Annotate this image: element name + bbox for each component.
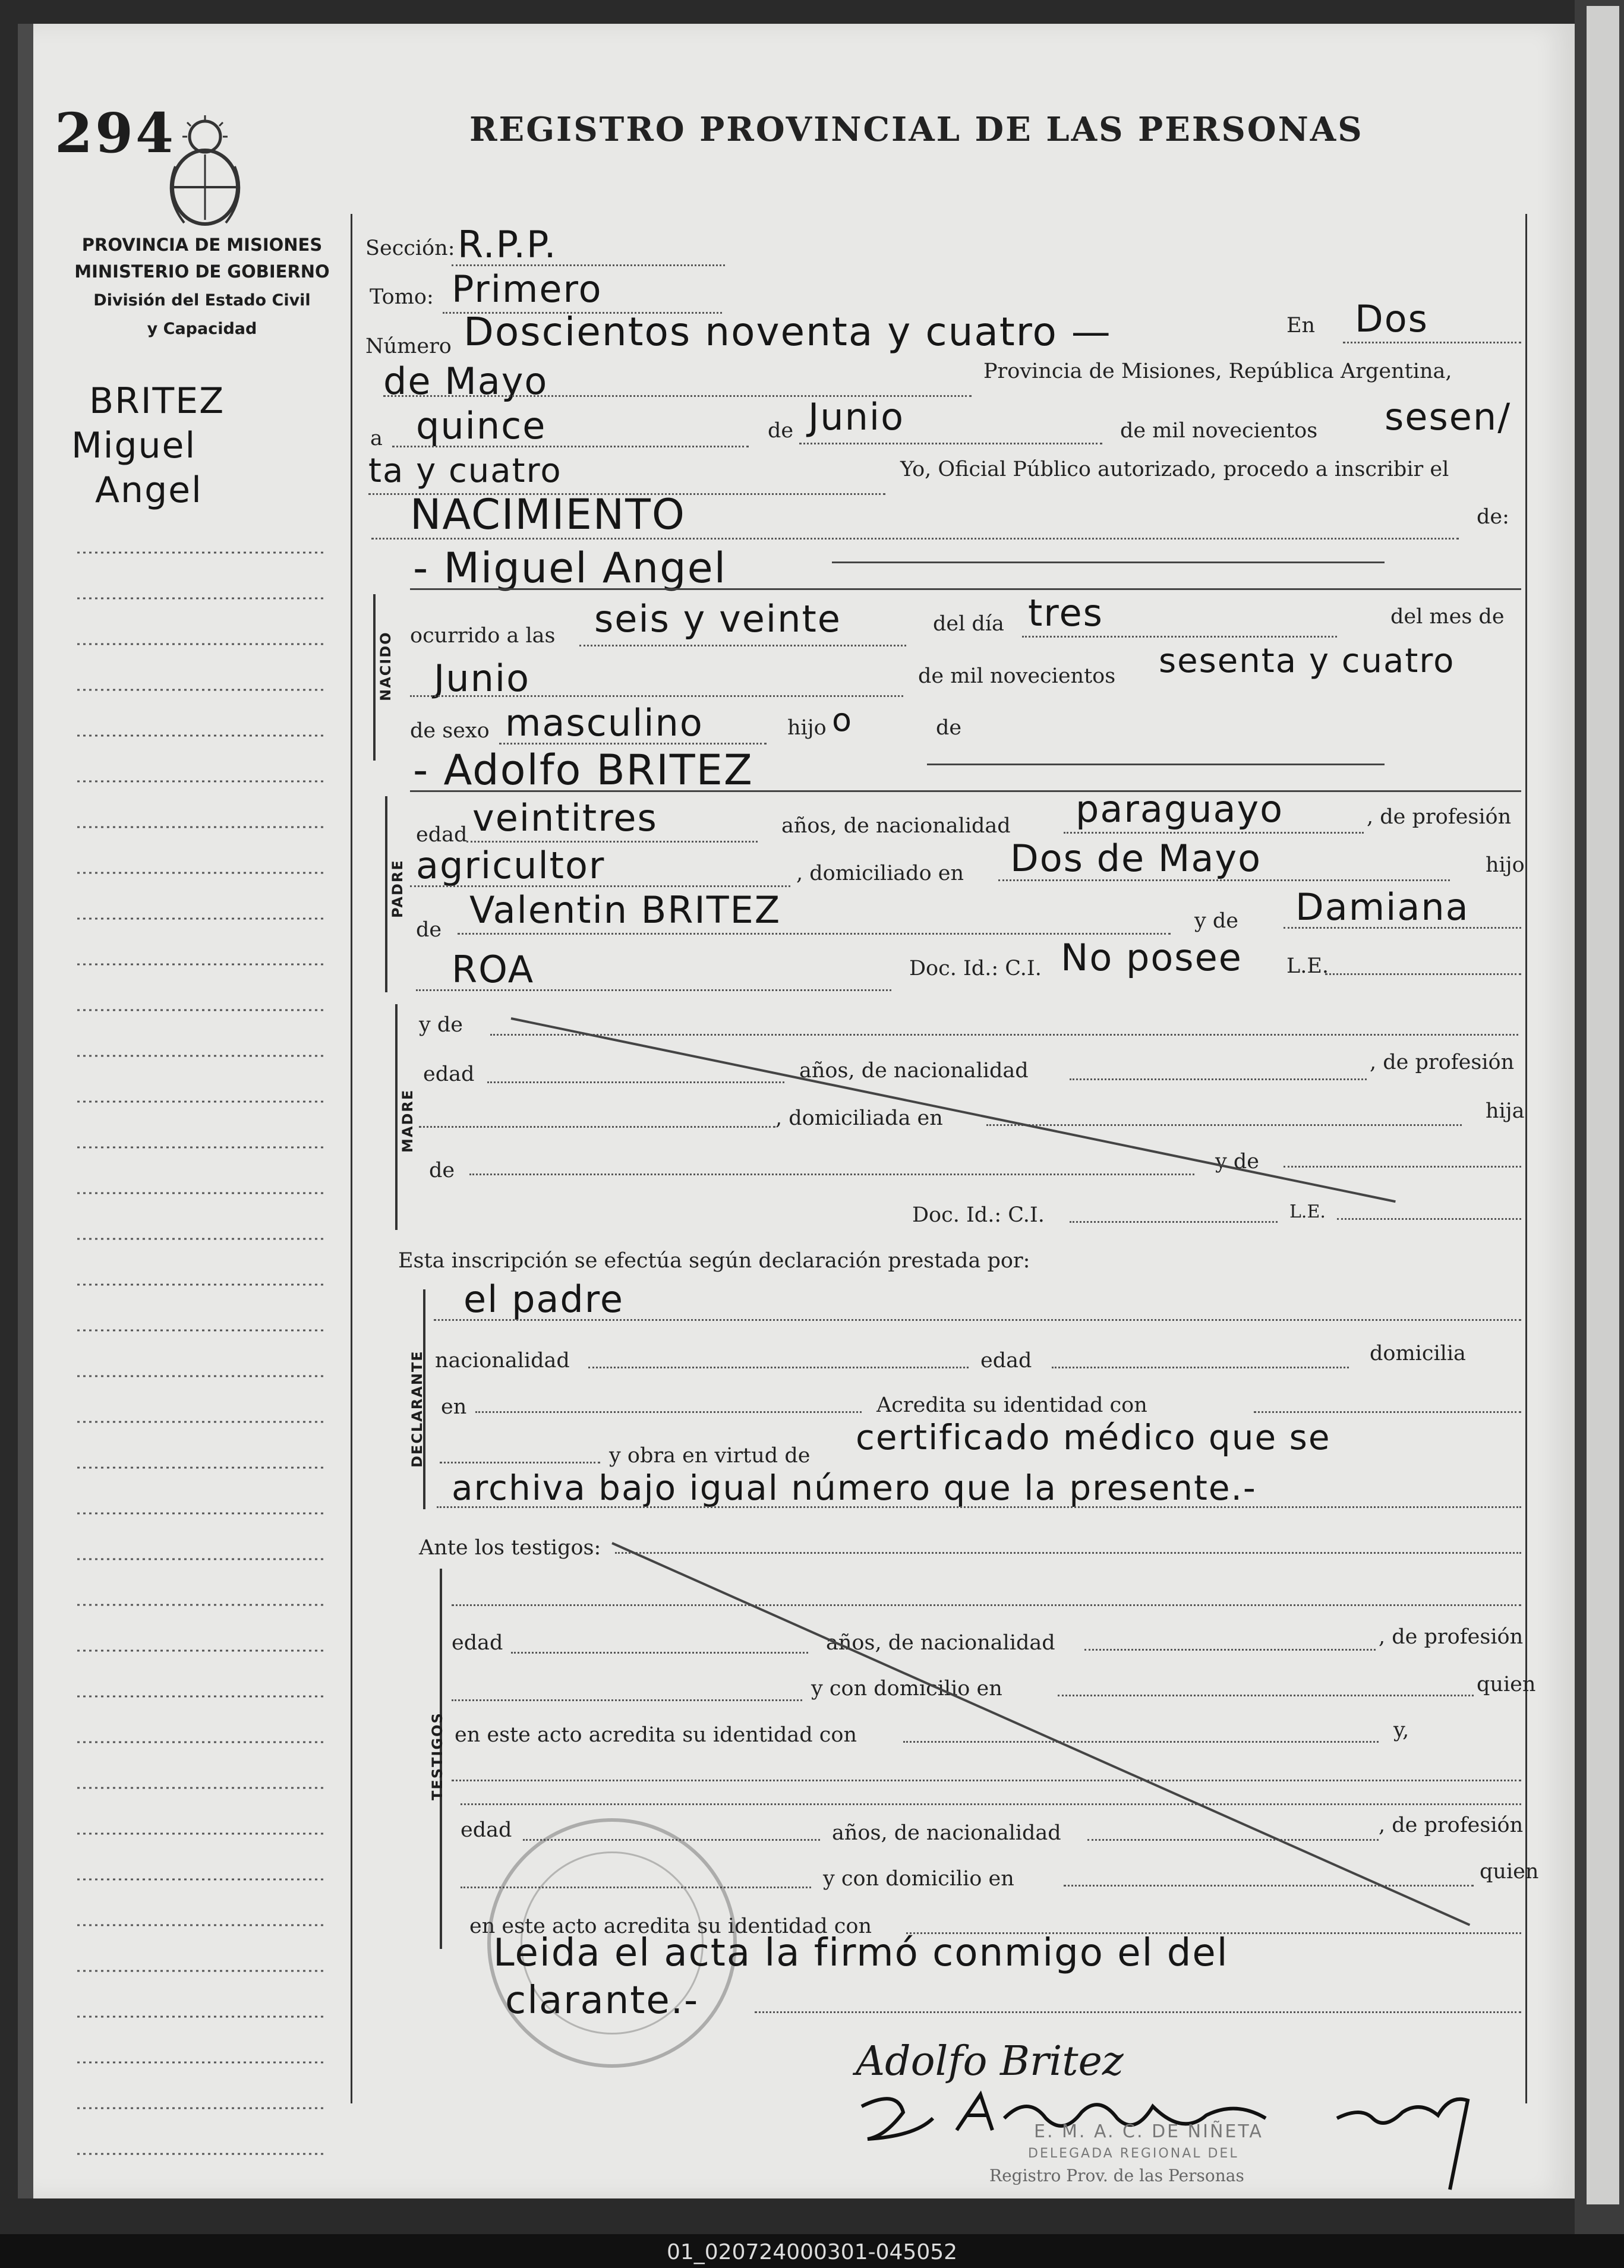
y-de-label: y de: [1194, 909, 1239, 933]
folio-number: 294: [55, 101, 176, 165]
seccion-value: R.P.P.: [458, 223, 557, 266]
del-mes-label: del mes de: [1390, 605, 1505, 629]
nacionalidad-label: nacionalidad: [435, 1349, 570, 1373]
place-value: de Mayo: [383, 359, 548, 403]
inscripcion-text: Esta inscripción se efectúa según declaración prestada por:: [398, 1249, 1030, 1273]
obra-value-continued: archiva bajo igual número que la presente.-: [452, 1468, 1257, 1508]
testigo1-quien-label: quien: [1477, 1673, 1536, 1696]
seccion-label: Sección:: [365, 236, 455, 260]
testigo2-domicilio-label: y con domicilio en: [823, 1867, 1014, 1891]
mother-anos-label: años, de nacionalidad: [799, 1059, 1029, 1083]
margin-ruled-lines: [77, 416, 333, 2169]
birth-year-value: sesenta y cuatro: [1159, 642, 1455, 680]
page-title: REGISTRO PROVINCIAL DE LAS PERSONAS: [469, 110, 1364, 149]
mother-edad-label: edad: [423, 1062, 475, 1086]
testigo1-y-label: y,: [1393, 1718, 1409, 1742]
mother-de-label: de: [429, 1159, 455, 1182]
padre-label: PADRE: [389, 859, 406, 918]
margin-second-name: Angel: [95, 469, 203, 511]
paternal-grandfather-value: Valentin BRITEZ: [469, 888, 781, 932]
closing-text: Leida el acta la firmó conmigo el del: [493, 1931, 1229, 1975]
numero-label: Número: [365, 335, 452, 358]
a-label: a: [370, 427, 383, 450]
edad-label: edad: [416, 823, 468, 847]
month-value: Junio: [808, 395, 905, 439]
father-name-value: - Adolfo BRITEZ: [413, 746, 753, 794]
year-prefix: de mil novecientos: [1120, 419, 1318, 443]
nacido-label: NACIDO: [377, 631, 394, 701]
profesion-label: , de profesión: [1367, 805, 1512, 829]
de-label-2: de: [936, 716, 962, 740]
father-nationality-value: paraguayo: [1076, 787, 1284, 831]
de-label-3: de: [416, 918, 442, 942]
sexo-label: de sexo: [410, 719, 490, 743]
testigo2-anos-label: años, de nacionalidad: [832, 1821, 1061, 1845]
domicilia-label: domicilia: [1370, 1342, 1466, 1365]
testigo2-quien-label: quien: [1480, 1860, 1539, 1884]
birth-year-prefix: de mil novecientos: [918, 664, 1116, 688]
testigo2-profesion-label: , de profesión: [1379, 1813, 1524, 1837]
declarant-signature: Adolfo Britez: [856, 2038, 1124, 2085]
official-stamp-office: Registro Prov. de las Personas: [989, 2166, 1244, 2185]
declarante-label: DECLARANTE: [409, 1350, 425, 1468]
coat-of-arms-icon: [157, 113, 253, 232]
margin-first-name: Miguel: [71, 425, 197, 466]
mother-doc-label: Doc. Id.: C.I.: [912, 1203, 1045, 1227]
le-label: L.E.: [1286, 954, 1329, 978]
day-value: quince: [416, 404, 547, 447]
birth-day-value: tres: [1028, 591, 1103, 635]
mother-hija-label: hija: [1486, 1099, 1525, 1123]
book-edge: [1575, 0, 1624, 2234]
mother-profesion-label: , de profesión: [1370, 1051, 1515, 1074]
closing-text-continued: clarante.-: [505, 1979, 699, 2023]
testigo1-edad-label: edad: [452, 1631, 503, 1655]
tomo-value: Primero: [452, 267, 603, 311]
testigo1-acredita-label: en este acto acredita su identidad con: [455, 1723, 857, 1747]
sexo-value: masculino: [505, 701, 704, 745]
year-value: sesen/: [1385, 395, 1512, 439]
numero-value: Doscientos noventa y cuatro —: [463, 309, 1112, 355]
paternal-grandmother-value: Damiana: [1295, 885, 1470, 929]
birth-time-value: seis y veinte: [594, 597, 841, 641]
hijo-mark: o: [832, 701, 853, 739]
mother-domiciliada-label: , domiciliada en: [775, 1106, 943, 1130]
father-domicile-value: Dos de Mayo: [1010, 837, 1262, 880]
anos-nacionalidad-label: años, de nacionalidad: [781, 814, 1011, 838]
mother-y-de-label: y de: [419, 1013, 463, 1037]
testigo1-anos-label: años, de nacionalidad: [826, 1631, 1055, 1655]
ocurrido-label: ocurrido a las: [410, 624, 556, 648]
image-code: 01_020724000301-045052: [666, 2240, 958, 2264]
birth-month-value: Junio: [434, 657, 531, 700]
margin-surname: BRITEZ: [89, 380, 225, 422]
hijo-label-2: hijo: [1486, 853, 1525, 877]
obra-value: certificado médico que se: [856, 1417, 1331, 1458]
testigos-label: Ante los testigos:: [419, 1536, 601, 1560]
doc-id-value: No posee: [1061, 936, 1243, 979]
child-name-value: - Miguel Angel: [413, 544, 727, 592]
mother-le-label: L.E.: [1289, 1201, 1326, 1222]
oficial-text: Yo, Oficial Público autorizado, procedo a inscribir el: [900, 458, 1449, 481]
madre-label: MADRE: [399, 1089, 416, 1153]
official-stamp-name: E. M. A. C. DE NIÑETA: [1034, 2121, 1263, 2142]
tomo-label: Tomo:: [370, 285, 434, 309]
en-label: En: [1286, 314, 1316, 337]
division-heading: División del Estado Civil: [93, 291, 311, 310]
ministry-heading: MINISTERIO DE GOBIERNO: [74, 261, 330, 282]
en-value: Dos: [1355, 297, 1429, 340]
del-dia-label: del día: [933, 612, 1004, 636]
testigos-side-label: TESTIGOS: [429, 1712, 446, 1800]
act-type-value: NACIMIENTO: [410, 490, 686, 539]
testigo2-acredita-label: en este acto acredita su identidad con: [469, 1914, 872, 1938]
provincia-text: Provincia de Misiones, República Argentina,: [983, 359, 1452, 383]
paternal-grandmother-surname: ROA: [452, 948, 535, 991]
acredita-label: Acredita su identidad con: [876, 1393, 1147, 1417]
province-heading: PROVINCIA DE MISIONES: [81, 235, 323, 255]
declarante-edad-label: edad: [980, 1349, 1032, 1373]
father-profession-value: agricultor: [416, 844, 606, 887]
year-value-continued: ta y cuatro: [368, 452, 562, 490]
testigo1-profesion-label: , de profesión: [1379, 1625, 1524, 1649]
capacity-heading: y Capacidad: [147, 320, 257, 338]
obra-label: y obra en virtud de: [609, 1444, 811, 1468]
declarante-value: el padre: [463, 1277, 625, 1321]
mother-y-de-label-2: y de: [1215, 1150, 1260, 1174]
testigo1-domicilio-label: y con domicilio en: [811, 1677, 1002, 1701]
hijo-label: hijo: [787, 716, 827, 740]
declarante-en-label: en: [441, 1395, 467, 1419]
official-stamp-role: DELEGADA REGIONAL DEL: [1028, 2146, 1239, 2161]
act-suffix: de:: [1477, 505, 1509, 529]
domiciliado-label: , domiciliado en: [796, 862, 964, 885]
father-age-value: veintitres: [472, 796, 658, 840]
doc-id-label: Doc. Id.: C.I.: [909, 957, 1042, 980]
testigo2-edad-label: edad: [461, 1818, 512, 1842]
de-label: de: [768, 419, 794, 443]
